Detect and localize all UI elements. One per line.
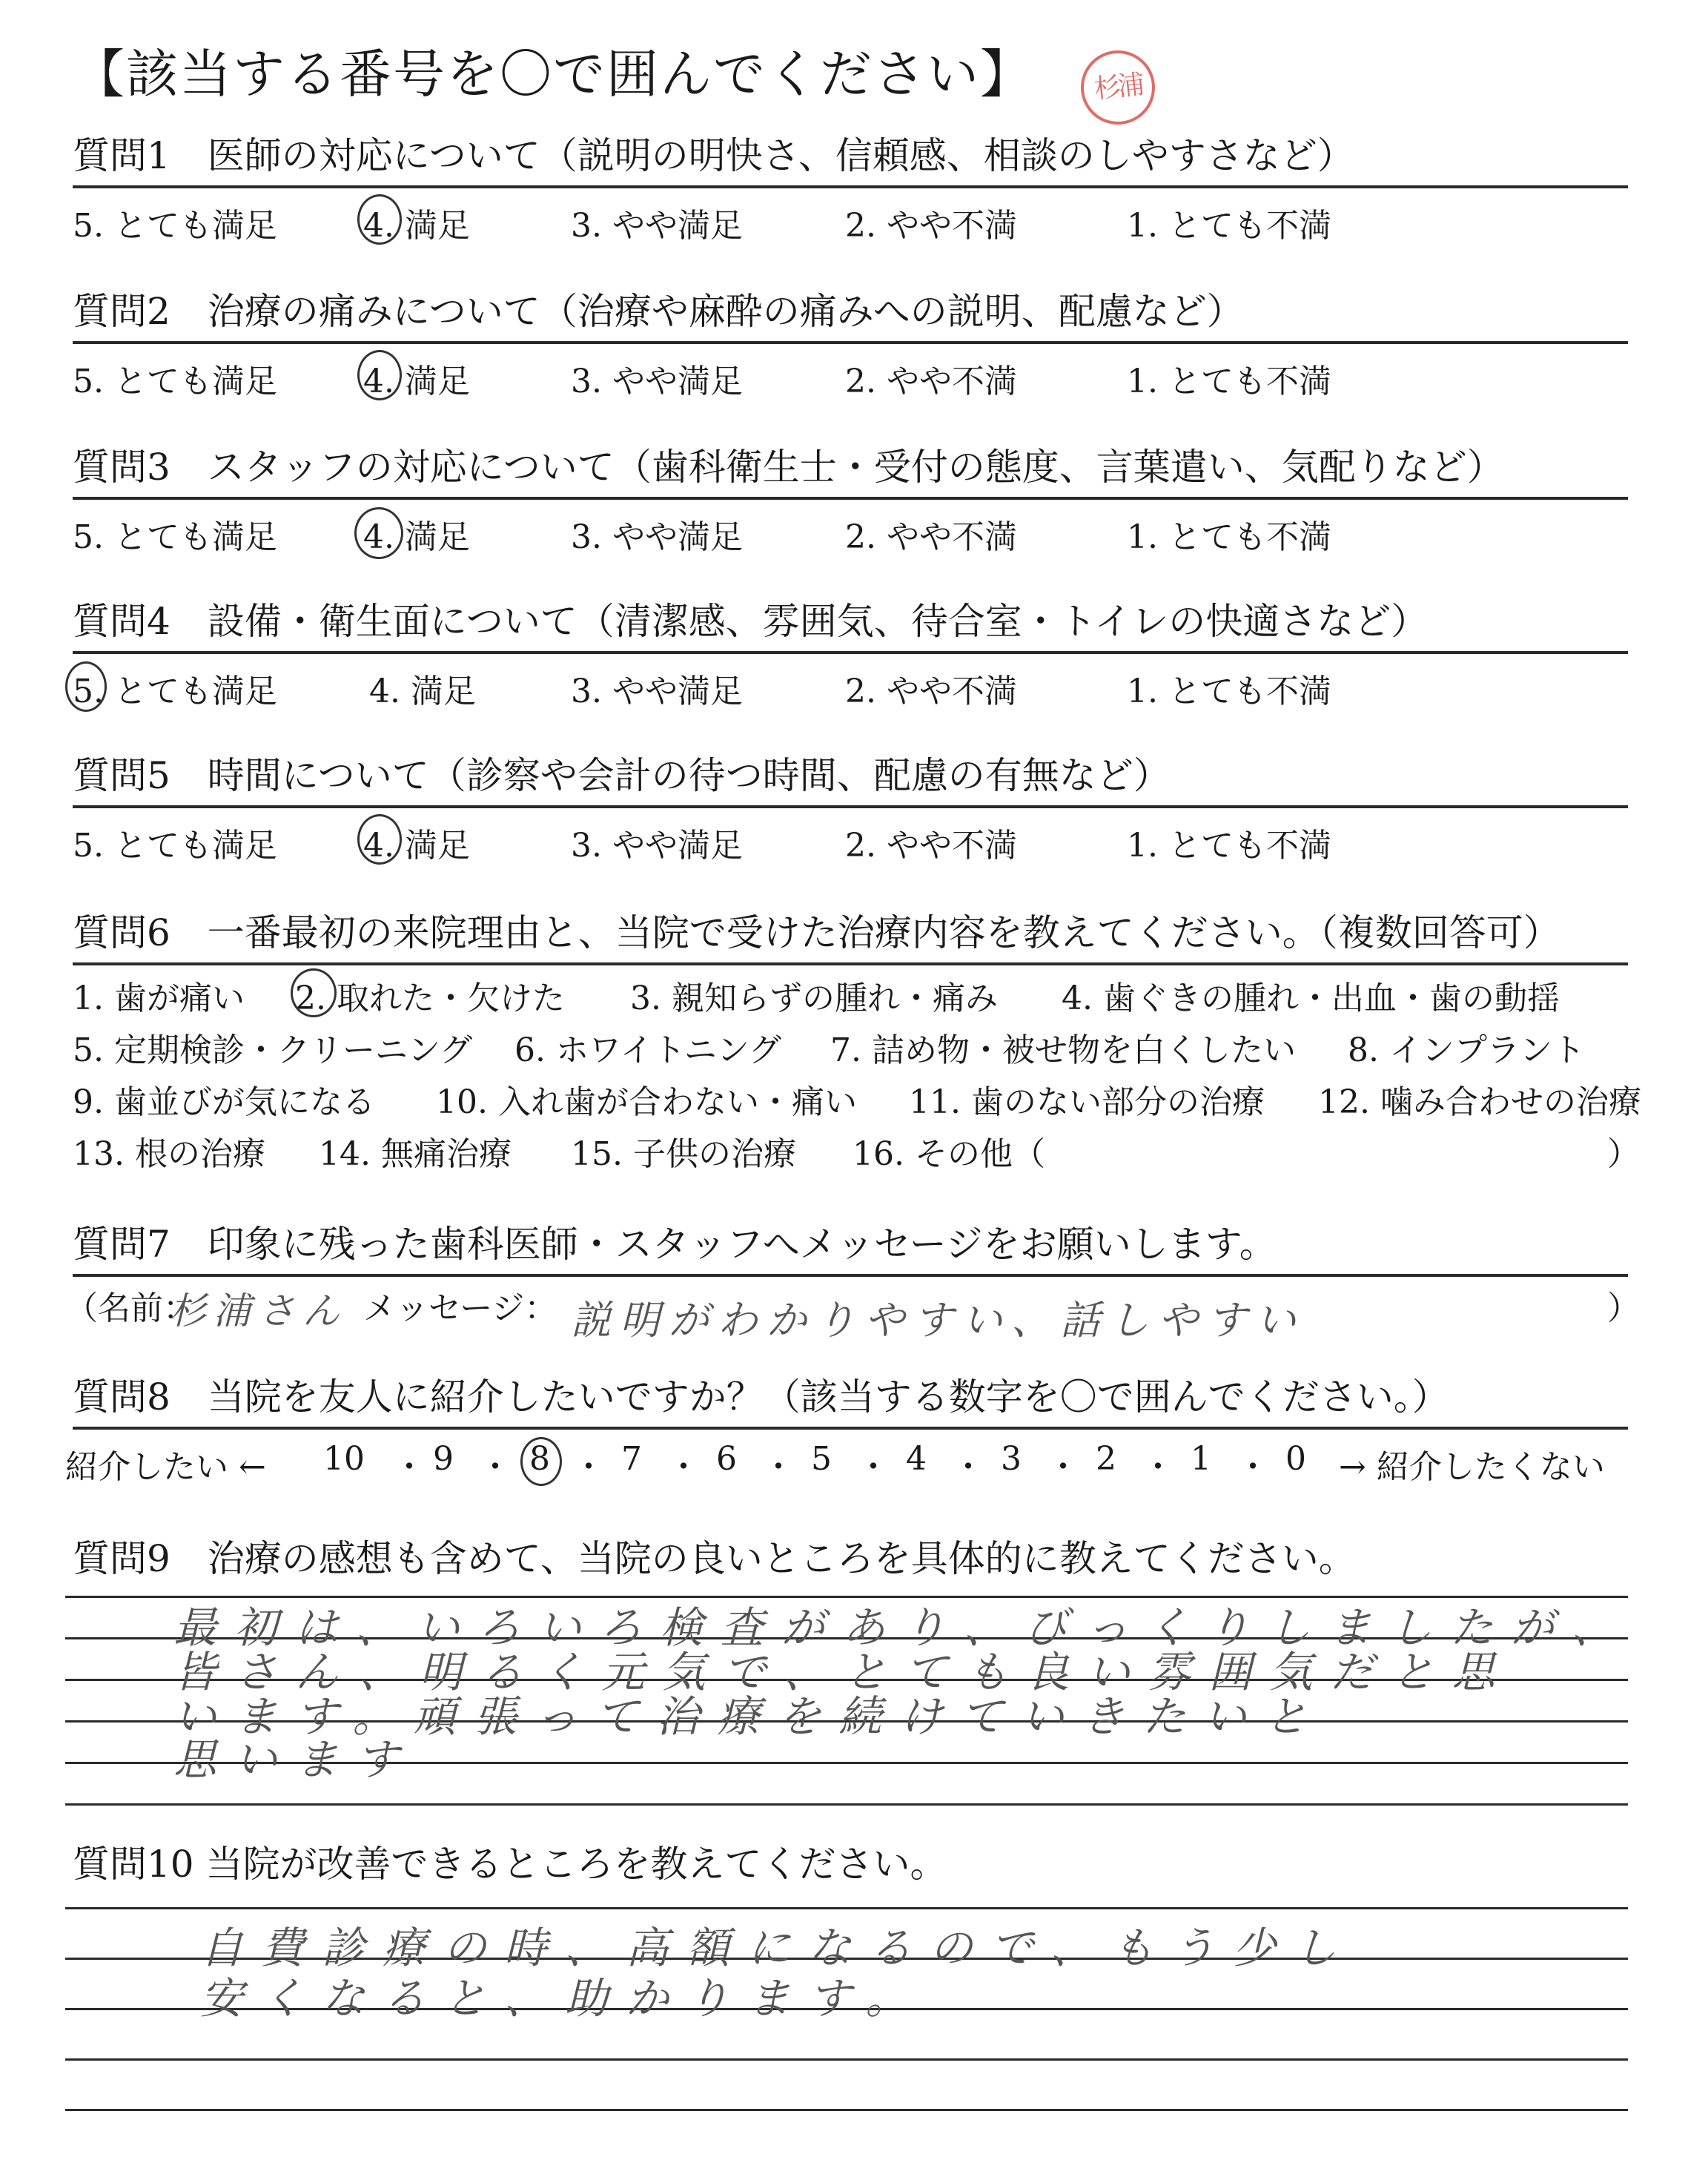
question-title: 質問1 医師の対応について（説明の明快さ、信頼感、相談のしやすさなど） <box>73 132 1628 188</box>
option-3[interactable]: 3. やや満足 <box>571 518 743 556</box>
scale-8[interactable]: 8 <box>529 1440 550 1478</box>
option-3[interactable]: 3. やや満足 <box>571 207 743 245</box>
reason-option-9[interactable]: 9. 歯並びが気になる <box>73 1083 375 1121</box>
scale-sep: ・ <box>857 1448 890 1486</box>
page-title: 【該当する番号を〇で囲んでください】 <box>73 44 1033 105</box>
scale-sep: ・ <box>762 1448 795 1486</box>
option-3[interactable]: 3. やや満足 <box>571 827 743 865</box>
reason-option-10[interactable]: 10. 入れ歯が合わない・痛い <box>436 1083 857 1121</box>
answer-handwriting-line[interactable]: 安くなると、助かります。 <box>200 1973 927 2024</box>
answer-rule <box>65 1803 1628 1806</box>
answer-rule <box>65 2058 1628 2061</box>
reason-option-3[interactable]: 3. 親知らずの腫れ・痛み <box>630 980 998 1017</box>
scale-4[interactable]: 4 <box>906 1440 927 1478</box>
option-2[interactable]: 2. やや不満 <box>845 207 1017 245</box>
answer-handwriting-line[interactable]: 最初は、いろいろ検査があり、びっくりしましたが、 <box>173 1602 1633 1653</box>
message-label: メッセージ： <box>363 1289 557 1327</box>
reason-option-15[interactable]: 15. 子供の治療 <box>571 1135 796 1173</box>
scale-sep: ・ <box>1047 1448 1079 1486</box>
name-label: （名前： <box>65 1289 196 1327</box>
reason-option-14[interactable]: 14. 無痛治療 <box>319 1135 512 1173</box>
option-3[interactable]: 3. やや満足 <box>571 673 743 710</box>
scale-2[interactable]: 2 <box>1096 1440 1116 1478</box>
option-4[interactable]: 4. 満足 <box>363 518 470 556</box>
reason-option-4[interactable]: 4. 歯ぐきの腫れ・出血・歯の動揺 <box>1062 980 1560 1017</box>
answer-handwriting-line[interactable]: います。頑張って治療を続けていきたいと <box>173 1691 1325 1742</box>
scale-9[interactable]: 9 <box>433 1440 454 1478</box>
question-title: 質問9 治療の感想も含めて、当院の良いところを具体的に教えてください。 <box>73 1537 1356 1580</box>
scale-1[interactable]: 1 <box>1191 1440 1211 1478</box>
scale-10[interactable]: 10 <box>323 1440 365 1478</box>
option-4[interactable]: 4. 満足 <box>363 827 470 865</box>
reason-option-16[interactable]: 16. その他（ <box>853 1135 1045 1173</box>
reason-option-6[interactable]: 6. ホワイトニング <box>514 1031 782 1069</box>
option-5[interactable]: 5. とても満足 <box>73 827 277 865</box>
scale-7[interactable]: 7 <box>621 1440 642 1478</box>
option-2[interactable]: 2. やや不満 <box>845 827 1017 865</box>
answer-handwriting-line[interactable]: 思います <box>173 1734 417 1785</box>
option-5[interactable]: 5. とても満足 <box>73 363 277 400</box>
answer-rule <box>65 1907 1628 1909</box>
question-title: 質問7 印象に残った歯科医師・スタッフへメッセージをお願いします。 <box>73 1221 1628 1277</box>
reason-option-5[interactable]: 5. 定期検診・クリーニング <box>73 1031 473 1069</box>
option-1[interactable]: 1. とても不満 <box>1127 363 1331 400</box>
scale-sep: ・ <box>667 1448 700 1486</box>
reason-option-8[interactable]: 8. インプラント <box>1348 1031 1585 1069</box>
reason-option-1[interactable]: 1. 歯が痛い <box>73 980 245 1017</box>
scale-0[interactable]: 0 <box>1285 1440 1306 1478</box>
scale-sep: ・ <box>952 1448 984 1486</box>
option-5[interactable]: 5. とても満足 <box>73 207 277 245</box>
option-1[interactable]: 1. とても不満 <box>1127 207 1331 245</box>
scale-sep: ・ <box>1237 1448 1269 1486</box>
reason-option-2[interactable]: 2. 取れた・欠けた <box>295 980 565 1017</box>
option-2[interactable]: 2. やや不満 <box>845 363 1017 400</box>
scale-sep: ・ <box>1142 1448 1174 1486</box>
option-5[interactable]: 5. とても満足 <box>73 673 277 710</box>
scale-sep: ・ <box>572 1448 605 1486</box>
scale-sep: ・ <box>479 1448 512 1486</box>
reason-option-11[interactable]: 11. 歯のない部分の治療 <box>909 1083 1265 1121</box>
answer-handwriting-line[interactable]: 皆さん、明るく元気で、とても良い雰囲気だと思 <box>173 1647 1513 1697</box>
question-title: 質問6 一番最初の来院理由と、当院で受けた治療内容を教えてください。（複数回答可） <box>73 909 1628 965</box>
scale-right-label: → 紹介したくない <box>1339 1448 1605 1486</box>
reason-option-7[interactable]: 7. 詰め物・被せ物を白くしたい <box>830 1031 1296 1069</box>
question-title: 質問5 時間について（診察や会計の待つ時間、配慮の有無など） <box>73 752 1628 808</box>
other-closing-paren: ） <box>1607 1135 1640 1173</box>
message-closing-paren: ） <box>1607 1289 1640 1327</box>
option-4[interactable]: 4. 満足 <box>363 363 470 400</box>
scale-6[interactable]: 6 <box>716 1440 737 1478</box>
question-title: 質問8 当院を友人に紹介したいですか？（該当する数字を〇で囲んでください。） <box>73 1373 1628 1430</box>
name-seal-stamp: 杉浦 <box>1077 47 1159 128</box>
reason-option-13[interactable]: 13. 根の治療 <box>73 1135 265 1173</box>
option-3[interactable]: 3. やや満足 <box>571 363 743 400</box>
option-4[interactable]: 4. 満足 <box>369 673 476 710</box>
question-title: 質問3 スタッフの対応について（歯科衛生士・受付の態度、言葉遣い、気配りなど） <box>73 443 1628 500</box>
option-1[interactable]: 1. とても不満 <box>1127 827 1331 865</box>
reason-option-12[interactable]: 12. 噛み合わせの治療 <box>1318 1083 1641 1121</box>
option-1[interactable]: 1. とても不満 <box>1127 673 1331 710</box>
answer-rule <box>65 2109 1628 2111</box>
scale-3[interactable]: 3 <box>1001 1440 1022 1478</box>
message-handwriting[interactable]: 説明がわかりやすい、話しやすい <box>571 1297 1305 1344</box>
question-title: 質問2 治療の痛みについて（治療や麻酔の痛みへの説明、配慮など） <box>73 288 1628 344</box>
question-title: 質問10 当院が改善できるところを教えてください。 <box>73 1843 947 1886</box>
option-2[interactable]: 2. やや不満 <box>845 673 1017 710</box>
scale-5[interactable]: 5 <box>811 1440 832 1478</box>
answer-handwriting-line[interactable]: 自費診療の時、高額になるので、もう少し <box>200 1923 1354 1973</box>
option-2[interactable]: 2. やや不満 <box>845 518 1017 556</box>
scale-left-label: 紹介したい ← <box>65 1448 266 1486</box>
scale-sep: ・ <box>393 1448 426 1486</box>
option-5[interactable]: 5. とても満足 <box>73 518 277 556</box>
option-4[interactable]: 4. 満足 <box>363 207 470 245</box>
option-1[interactable]: 1. とても不満 <box>1127 518 1331 556</box>
question-title: 質問4 設備・衛生面について（清潔感、雰囲気、待合室・トイレの快適さなど） <box>73 598 1628 654</box>
name-handwriting[interactable]: 杉浦さん <box>169 1289 347 1332</box>
